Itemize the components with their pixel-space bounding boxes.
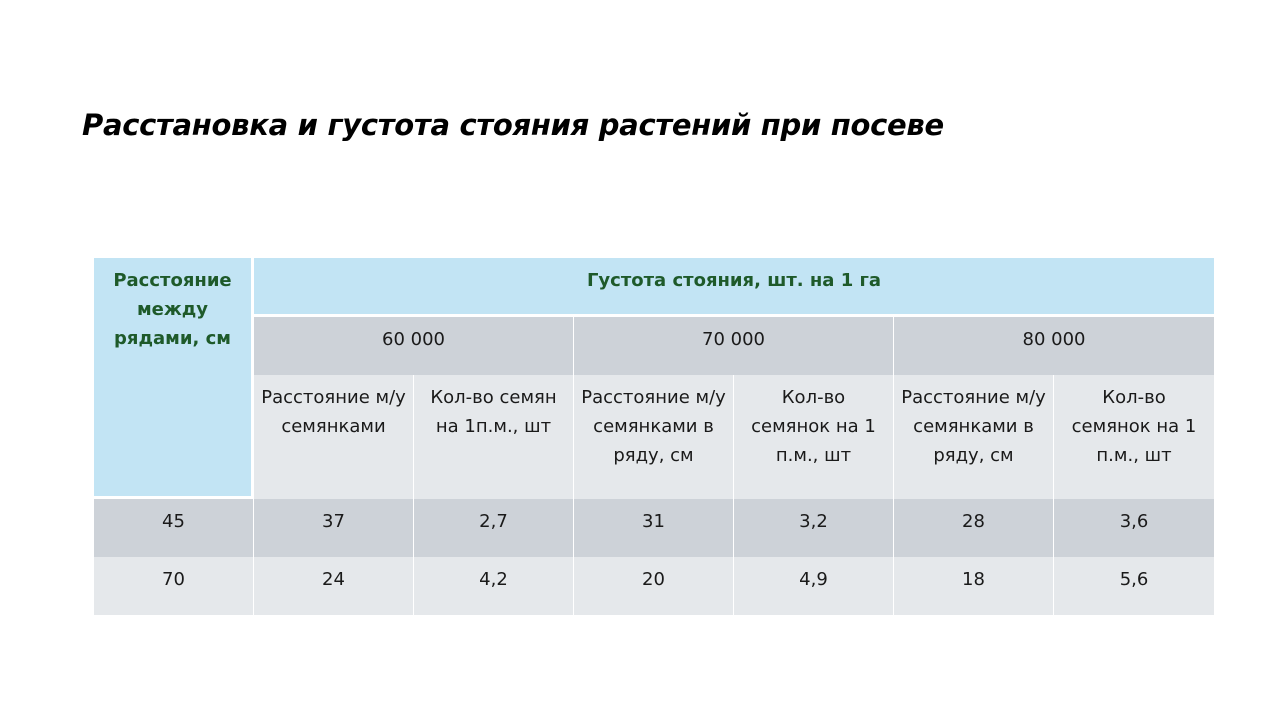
density-header-80000: 80 000 bbox=[894, 317, 1214, 375]
row-spacing-header: Расстояние между рядами, см bbox=[94, 258, 254, 499]
density-main-header: Густота стояния, шт. на 1 га bbox=[254, 258, 1214, 317]
table-cell: 3,2 bbox=[734, 499, 894, 557]
table-cell: 3,6 bbox=[1054, 499, 1214, 557]
subheader-seed-spacing: Расстояние м/у семянками bbox=[254, 375, 414, 499]
subheader-seed-spacing: Расстояние м/у семянками в ряду, см bbox=[894, 375, 1054, 499]
density-table bbox=[94, 258, 1214, 615]
subheader-seed-count: Кол-во семян на 1п.м., шт bbox=[414, 375, 574, 499]
table-cell: 5,6 bbox=[1054, 557, 1214, 615]
table-row bbox=[94, 499, 1214, 557]
subheader-seed-count: Кол-во семянок на 1 п.м., шт bbox=[1054, 375, 1214, 499]
row-spacing-value: 45 bbox=[94, 499, 254, 557]
subheader-seed-spacing: Расстояние м/у семянками в ряду, см bbox=[574, 375, 734, 499]
table-row bbox=[94, 557, 1214, 615]
table-cell: 20 bbox=[574, 557, 734, 615]
subheader-seed-count: Кол-во семянок на 1 п.м., шт bbox=[734, 375, 894, 499]
table-cell: 37 bbox=[254, 499, 414, 557]
row-spacing-value: 70 bbox=[94, 557, 254, 615]
density-header-60000: 60 000 bbox=[254, 317, 574, 375]
table-cell: 24 bbox=[254, 557, 414, 615]
slide-title: Расстановка и густота стояния растений при посеве bbox=[82, 108, 944, 142]
table-cell: 4,9 bbox=[734, 557, 894, 615]
table-cell: 31 bbox=[574, 499, 734, 557]
table-cell: 2,7 bbox=[414, 499, 574, 557]
table-cell: 4,2 bbox=[414, 557, 574, 615]
table-cell: 18 bbox=[894, 557, 1054, 615]
density-header-70000: 70 000 bbox=[574, 317, 894, 375]
table-cell: 28 bbox=[894, 499, 1054, 557]
